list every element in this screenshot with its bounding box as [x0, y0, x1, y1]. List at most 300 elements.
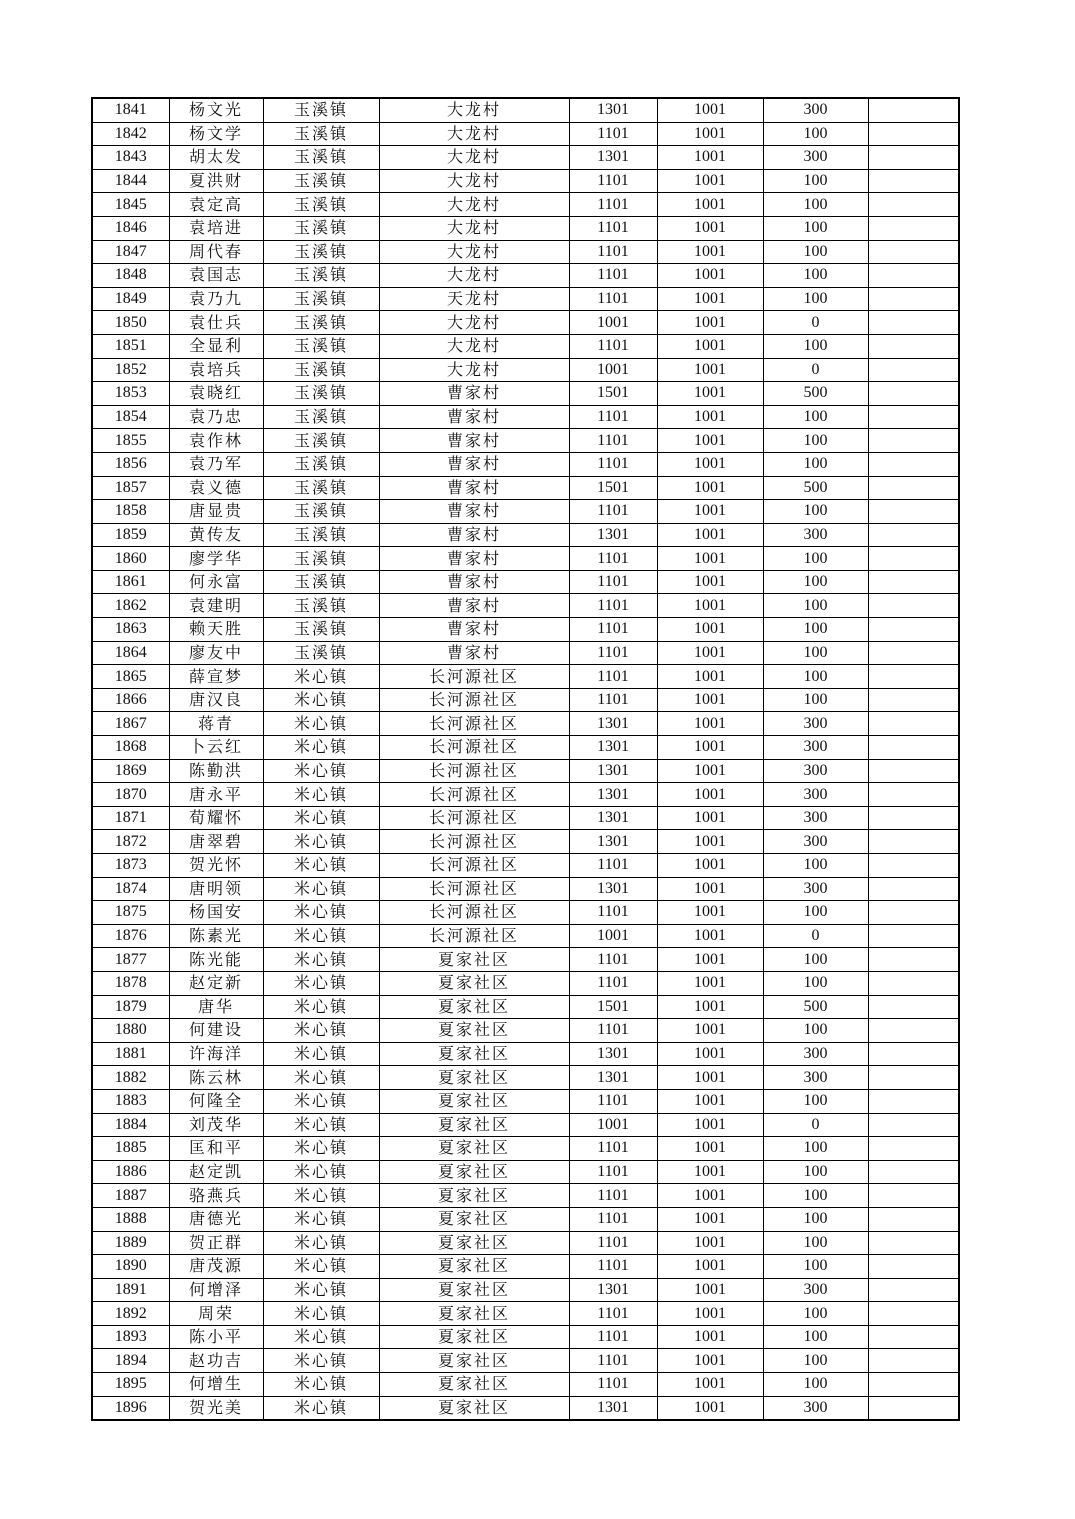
cell-town: 米心镇 [263, 1373, 379, 1397]
cell-row-number: 1868 [92, 736, 169, 760]
cell-village: 夏家社区 [379, 1160, 569, 1184]
cell-code-b: 1001 [657, 736, 763, 760]
cell-village: 大龙村 [379, 193, 569, 217]
cell-name: 袁作林 [169, 429, 263, 453]
cell-village: 夏家社区 [379, 1396, 569, 1420]
cell-town: 米心镇 [263, 1113, 379, 1137]
cell-remark [868, 1255, 959, 1279]
cell-code-b: 1001 [657, 405, 763, 429]
cell-row-number: 1865 [92, 665, 169, 689]
cell-row-number: 1845 [92, 193, 169, 217]
cell-code-b: 1001 [657, 311, 763, 335]
cell-village: 长河源社区 [379, 830, 569, 854]
cell-code-b: 1001 [657, 1207, 763, 1231]
table-row [92, 665, 959, 689]
cell-remark [868, 1137, 959, 1161]
cell-town: 玉溪镇 [263, 334, 379, 358]
cell-remark [868, 641, 959, 665]
cell-amount: 500 [763, 382, 868, 406]
table-row [92, 901, 959, 925]
cell-row-number: 1890 [92, 1255, 169, 1279]
cell-code-b: 1001 [657, 924, 763, 948]
cell-village: 夏家社区 [379, 1373, 569, 1397]
cell-code-b: 1001 [657, 358, 763, 382]
table-row [92, 830, 959, 854]
cell-code-a: 1101 [569, 641, 657, 665]
cell-remark [868, 1373, 959, 1397]
cell-code-a: 1001 [569, 358, 657, 382]
cell-remark [868, 240, 959, 264]
cell-town: 米心镇 [263, 877, 379, 901]
cell-village: 大龙村 [379, 216, 569, 240]
table-row [92, 476, 959, 500]
table-row [92, 216, 959, 240]
cell-remark [868, 971, 959, 995]
cell-code-b: 1001 [657, 1042, 763, 1066]
cell-village: 曹家村 [379, 641, 569, 665]
cell-row-number: 1856 [92, 452, 169, 476]
cell-remark [868, 193, 959, 217]
cell-amount: 300 [763, 523, 868, 547]
cell-code-b: 1001 [657, 783, 763, 807]
cell-row-number: 1859 [92, 523, 169, 547]
cell-code-a: 1001 [569, 311, 657, 335]
table-row [92, 500, 959, 524]
cell-amount: 100 [763, 1089, 868, 1113]
cell-remark [868, 98, 959, 122]
cell-code-b: 1001 [657, 1089, 763, 1113]
cell-code-a: 1101 [569, 1019, 657, 1043]
cell-town: 玉溪镇 [263, 382, 379, 406]
cell-town: 米心镇 [263, 1278, 379, 1302]
cell-town: 米心镇 [263, 806, 379, 830]
cell-town: 玉溪镇 [263, 452, 379, 476]
cell-name: 匡和平 [169, 1137, 263, 1161]
table-row [92, 169, 959, 193]
cell-code-a: 1101 [569, 500, 657, 524]
cell-amount: 300 [763, 1396, 868, 1420]
cell-code-a: 1101 [569, 216, 657, 240]
cell-remark [868, 995, 959, 1019]
cell-amount: 100 [763, 1019, 868, 1043]
cell-town: 米心镇 [263, 1325, 379, 1349]
cell-row-number: 1852 [92, 358, 169, 382]
cell-row-number: 1843 [92, 146, 169, 170]
cell-row-number: 1895 [92, 1373, 169, 1397]
table-row [92, 240, 959, 264]
cell-amount: 100 [763, 405, 868, 429]
cell-code-a: 1101 [569, 1207, 657, 1231]
cell-village: 大龙村 [379, 240, 569, 264]
cell-amount: 100 [763, 1255, 868, 1279]
cell-remark [868, 1089, 959, 1113]
cell-row-number: 1847 [92, 240, 169, 264]
cell-code-b: 1001 [657, 712, 763, 736]
cell-remark [868, 287, 959, 311]
cell-town: 米心镇 [263, 1184, 379, 1208]
cell-row-number: 1846 [92, 216, 169, 240]
cell-code-a: 1101 [569, 1325, 657, 1349]
cell-name: 黄传友 [169, 523, 263, 547]
cell-code-a: 1501 [569, 476, 657, 500]
cell-code-b: 1001 [657, 523, 763, 547]
cell-name: 袁仕兵 [169, 311, 263, 335]
cell-amount: 100 [763, 169, 868, 193]
cell-name: 唐永平 [169, 783, 263, 807]
cell-code-a: 1301 [569, 877, 657, 901]
cell-amount: 100 [763, 429, 868, 453]
cell-row-number: 1881 [92, 1042, 169, 1066]
cell-village: 长河源社区 [379, 688, 569, 712]
cell-village: 夏家社区 [379, 1325, 569, 1349]
table-row [92, 452, 959, 476]
cell-name: 陈素光 [169, 924, 263, 948]
cell-code-a: 1301 [569, 736, 657, 760]
cell-remark [868, 783, 959, 807]
cell-code-b: 1001 [657, 240, 763, 264]
cell-code-b: 1001 [657, 854, 763, 878]
cell-village: 曹家村 [379, 429, 569, 453]
cell-village: 长河源社区 [379, 854, 569, 878]
cell-code-a: 1101 [569, 971, 657, 995]
cell-village: 夏家社区 [379, 1137, 569, 1161]
cell-remark [868, 1325, 959, 1349]
cell-amount: 100 [763, 193, 868, 217]
table-row [92, 1278, 959, 1302]
cell-code-b: 1001 [657, 429, 763, 453]
cell-name: 陈云林 [169, 1066, 263, 1090]
table-row [92, 287, 959, 311]
table-row [92, 736, 959, 760]
cell-row-number: 1866 [92, 688, 169, 712]
cell-remark [868, 169, 959, 193]
cell-row-number: 1854 [92, 405, 169, 429]
cell-name: 杨文学 [169, 122, 263, 146]
table-row [92, 1231, 959, 1255]
cell-amount: 0 [763, 311, 868, 335]
cell-village: 夏家社区 [379, 1349, 569, 1373]
cell-amount: 300 [763, 1042, 868, 1066]
cell-code-a: 1101 [569, 570, 657, 594]
table-row [92, 570, 959, 594]
cell-name: 袁定高 [169, 193, 263, 217]
cell-town: 玉溪镇 [263, 405, 379, 429]
cell-town: 米心镇 [263, 1042, 379, 1066]
cell-town: 玉溪镇 [263, 122, 379, 146]
table-row [92, 1113, 959, 1137]
cell-amount: 300 [763, 783, 868, 807]
cell-town: 米心镇 [263, 712, 379, 736]
table-row [92, 98, 959, 122]
table-row [92, 1184, 959, 1208]
cell-name: 薛宣梦 [169, 665, 263, 689]
cell-remark [868, 523, 959, 547]
cell-code-b: 1001 [657, 948, 763, 972]
cell-code-a: 1101 [569, 901, 657, 925]
cell-name: 杨文光 [169, 98, 263, 122]
cell-row-number: 1886 [92, 1160, 169, 1184]
cell-name: 荀耀怀 [169, 806, 263, 830]
cell-code-a: 1101 [569, 594, 657, 618]
cell-amount: 100 [763, 618, 868, 642]
cell-remark [868, 500, 959, 524]
table-row [92, 995, 959, 1019]
cell-amount: 100 [763, 1184, 868, 1208]
cell-village: 大龙村 [379, 334, 569, 358]
cell-code-b: 1001 [657, 452, 763, 476]
cell-name: 唐翠碧 [169, 830, 263, 854]
cell-code-b: 1001 [657, 1231, 763, 1255]
cell-code-b: 1001 [657, 995, 763, 1019]
cell-row-number: 1883 [92, 1089, 169, 1113]
cell-amount: 0 [763, 924, 868, 948]
cell-row-number: 1889 [92, 1231, 169, 1255]
cell-amount: 300 [763, 1066, 868, 1090]
cell-name: 何增生 [169, 1373, 263, 1397]
cell-row-number: 1884 [92, 1113, 169, 1137]
cell-row-number: 1853 [92, 382, 169, 406]
cell-amount: 100 [763, 1231, 868, 1255]
cell-amount: 100 [763, 901, 868, 925]
cell-name: 唐汉良 [169, 688, 263, 712]
cell-amount: 100 [763, 452, 868, 476]
cell-code-a: 1001 [569, 1113, 657, 1137]
cell-town: 米心镇 [263, 854, 379, 878]
cell-town: 米心镇 [263, 995, 379, 1019]
cell-amount: 100 [763, 1302, 868, 1326]
cell-remark [868, 1349, 959, 1373]
cell-row-number: 1888 [92, 1207, 169, 1231]
cell-town: 米心镇 [263, 971, 379, 995]
cell-town: 米心镇 [263, 1137, 379, 1161]
cell-amount: 100 [763, 122, 868, 146]
cell-name: 廖友中 [169, 641, 263, 665]
cell-row-number: 1877 [92, 948, 169, 972]
cell-name: 卜云红 [169, 736, 263, 760]
cell-code-a: 1101 [569, 429, 657, 453]
cell-village: 曹家村 [379, 405, 569, 429]
cell-village: 夏家社区 [379, 1089, 569, 1113]
cell-village: 长河源社区 [379, 712, 569, 736]
cell-town: 玉溪镇 [263, 193, 379, 217]
cell-amount: 300 [763, 98, 868, 122]
cell-row-number: 1860 [92, 547, 169, 571]
table-row [92, 1066, 959, 1090]
cell-code-b: 1001 [657, 971, 763, 995]
table-row [92, 712, 959, 736]
cell-remark [868, 1278, 959, 1302]
cell-code-a: 1101 [569, 1089, 657, 1113]
cell-amount: 100 [763, 971, 868, 995]
cell-village: 夏家社区 [379, 971, 569, 995]
table-row [92, 1089, 959, 1113]
cell-village: 曹家村 [379, 476, 569, 500]
cell-code-a: 1101 [569, 1184, 657, 1208]
cell-row-number: 1885 [92, 1137, 169, 1161]
table-row [92, 948, 959, 972]
cell-row-number: 1878 [92, 971, 169, 995]
cell-village: 曹家村 [379, 452, 569, 476]
cell-code-a: 1101 [569, 193, 657, 217]
cell-town: 玉溪镇 [263, 287, 379, 311]
cell-name: 袁义德 [169, 476, 263, 500]
cell-amount: 100 [763, 1373, 868, 1397]
cell-town: 玉溪镇 [263, 500, 379, 524]
cell-code-b: 1001 [657, 1349, 763, 1373]
cell-village: 夏家社区 [379, 1184, 569, 1208]
cell-village: 长河源社区 [379, 806, 569, 830]
cell-town: 玉溪镇 [263, 146, 379, 170]
cell-row-number: 1887 [92, 1184, 169, 1208]
cell-row-number: 1861 [92, 570, 169, 594]
cell-code-a: 1301 [569, 1278, 657, 1302]
cell-amount: 300 [763, 736, 868, 760]
cell-code-b: 1001 [657, 1302, 763, 1326]
cell-name: 杨国安 [169, 901, 263, 925]
cell-name: 唐华 [169, 995, 263, 1019]
cell-name: 唐德光 [169, 1207, 263, 1231]
cell-row-number: 1858 [92, 500, 169, 524]
cell-amount: 100 [763, 854, 868, 878]
cell-village: 夏家社区 [379, 995, 569, 1019]
cell-name: 袁培兵 [169, 358, 263, 382]
cell-village: 大龙村 [379, 122, 569, 146]
cell-name: 袁建明 [169, 594, 263, 618]
cell-code-b: 1001 [657, 1019, 763, 1043]
cell-town: 米心镇 [263, 948, 379, 972]
cell-row-number: 1872 [92, 830, 169, 854]
table-row [92, 1207, 959, 1231]
cell-code-b: 1001 [657, 287, 763, 311]
cell-remark [868, 1184, 959, 1208]
cell-code-b: 1001 [657, 146, 763, 170]
cell-name: 袁乃忠 [169, 405, 263, 429]
cell-name: 袁晓红 [169, 382, 263, 406]
cell-code-a: 1301 [569, 1042, 657, 1066]
cell-town: 米心镇 [263, 1231, 379, 1255]
cell-remark [868, 476, 959, 500]
cell-town: 玉溪镇 [263, 169, 379, 193]
cell-code-a: 1101 [569, 854, 657, 878]
cell-row-number: 1882 [92, 1066, 169, 1090]
cell-row-number: 1842 [92, 122, 169, 146]
cell-town: 玉溪镇 [263, 594, 379, 618]
cell-code-a: 1101 [569, 688, 657, 712]
cell-row-number: 1857 [92, 476, 169, 500]
cell-name: 袁乃军 [169, 452, 263, 476]
cell-code-b: 1001 [657, 1255, 763, 1279]
cell-name: 唐茂源 [169, 1255, 263, 1279]
cell-row-number: 1891 [92, 1278, 169, 1302]
cell-code-a: 1101 [569, 169, 657, 193]
table-row [92, 688, 959, 712]
cell-town: 米心镇 [263, 1349, 379, 1373]
cell-town: 米心镇 [263, 783, 379, 807]
cell-amount: 100 [763, 948, 868, 972]
cell-amount: 300 [763, 146, 868, 170]
cell-amount: 100 [763, 665, 868, 689]
cell-village: 夏家社区 [379, 1207, 569, 1231]
cell-name: 赵功吉 [169, 1349, 263, 1373]
cell-village: 夏家社区 [379, 1302, 569, 1326]
cell-village: 大龙村 [379, 358, 569, 382]
cell-name: 陈勤洪 [169, 759, 263, 783]
cell-code-a: 1101 [569, 405, 657, 429]
cell-code-a: 1301 [569, 830, 657, 854]
cell-code-b: 1001 [657, 759, 763, 783]
cell-remark [868, 122, 959, 146]
cell-remark [868, 382, 959, 406]
cell-name: 胡太发 [169, 146, 263, 170]
cell-village: 夏家社区 [379, 948, 569, 972]
cell-row-number: 1873 [92, 854, 169, 878]
cell-row-number: 1875 [92, 901, 169, 925]
cell-village: 长河源社区 [379, 783, 569, 807]
cell-code-b: 1001 [657, 169, 763, 193]
cell-village: 曹家村 [379, 523, 569, 547]
cell-amount: 100 [763, 287, 868, 311]
cell-village: 大龙村 [379, 311, 569, 335]
cell-name: 陈小平 [169, 1325, 263, 1349]
cell-amount: 100 [763, 240, 868, 264]
cell-code-b: 1001 [657, 334, 763, 358]
table-row [92, 523, 959, 547]
cell-town: 玉溪镇 [263, 216, 379, 240]
cell-name: 赖天胜 [169, 618, 263, 642]
cell-town: 米心镇 [263, 665, 379, 689]
cell-code-b: 1001 [657, 122, 763, 146]
table-row [92, 924, 959, 948]
cell-town: 玉溪镇 [263, 476, 379, 500]
cell-village: 夏家社区 [379, 1231, 569, 1255]
cell-code-b: 1001 [657, 476, 763, 500]
table-row [92, 1302, 959, 1326]
cell-name: 袁乃九 [169, 287, 263, 311]
cell-amount: 100 [763, 1325, 868, 1349]
cell-remark [868, 452, 959, 476]
cell-village: 大龙村 [379, 98, 569, 122]
cell-code-a: 1101 [569, 948, 657, 972]
cell-code-b: 1001 [657, 641, 763, 665]
table-row [92, 1349, 959, 1373]
cell-amount: 100 [763, 1137, 868, 1161]
cell-remark [868, 405, 959, 429]
cell-name: 夏洪财 [169, 169, 263, 193]
cell-name: 何隆全 [169, 1089, 263, 1113]
cell-code-a: 1301 [569, 783, 657, 807]
cell-amount: 100 [763, 570, 868, 594]
cell-row-number: 1848 [92, 264, 169, 288]
cell-code-b: 1001 [657, 665, 763, 689]
table-row [92, 1325, 959, 1349]
cell-village: 夏家社区 [379, 1019, 569, 1043]
cell-remark [868, 688, 959, 712]
cell-code-a: 1101 [569, 122, 657, 146]
cell-code-b: 1001 [657, 500, 763, 524]
cell-remark [868, 665, 959, 689]
cell-name: 何增泽 [169, 1278, 263, 1302]
cell-amount: 100 [763, 1349, 868, 1373]
cell-remark [868, 1019, 959, 1043]
cell-row-number: 1893 [92, 1325, 169, 1349]
cell-code-b: 1001 [657, 1396, 763, 1420]
cell-remark [868, 334, 959, 358]
cell-village: 夏家社区 [379, 1066, 569, 1090]
cell-row-number: 1855 [92, 429, 169, 453]
table-row [92, 405, 959, 429]
cell-town: 米心镇 [263, 759, 379, 783]
cell-amount: 0 [763, 358, 868, 382]
